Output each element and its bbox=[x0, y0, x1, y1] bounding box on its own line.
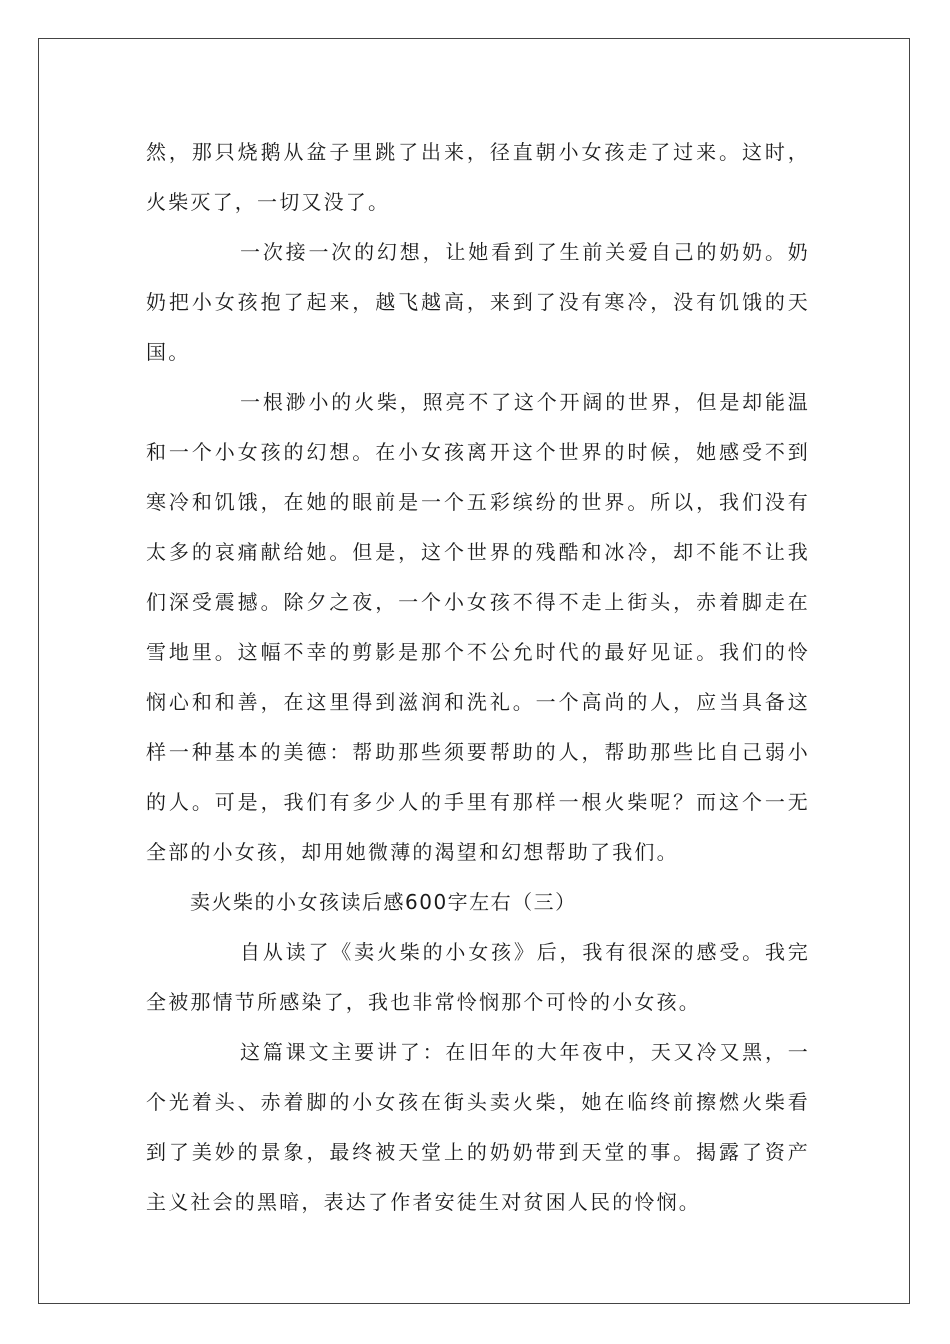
paragraph-2: 一次接一次的幻想，让她看到了生前关爱自己的奶奶。奶奶把小女孩抱了起来，越飞越高，来到了没有寒冷，没有饥饿的天国。 bbox=[146, 240, 810, 364]
paragraph-4: 自从读了《卖火柴的小女孩》后，我有很深的感受。我完全被那情节所感染了，我也非常怜悯那个可怜的小女孩。 bbox=[146, 940, 810, 1014]
paragraph-3: 一根渺小的火柴，照亮不了这个开阔的世界，但是却能温和一个小女孩的幻想。在小女孩离开这个世界的时候，她感受不到寒冷和饥饿，在她的眼前是一个五彩缤纷的世界。所以，我们没有太多的哀痛献给她。但是，这个世界的残酷和冰冷，却不能不让我们深受震撼。除夕之夜，一个小女孩不得不走上街头，赤着脚走在雪地里。这幅不幸的剪影是那个不公允时代的最好见证。我们的怜悯心和和善，在这里得到滋润和洗礼。一个高尚的人，应当具备这样一种基本的美德：帮助那些须要帮助的人，帮助那些比自己弱小的人。可是，我们有多少人的手里有那样一根火柴呢？而这个一无全部的小女孩，却用她微薄的渴望和幻想帮助了我们。 bbox=[146, 390, 810, 864]
paragraph-1: 然，那只烧鹅从盆子里跳了出来，径直朝小女孩走了过来。这时，火柴灭了，一切又没了。 bbox=[146, 140, 810, 214]
document-body bbox=[146, 127, 810, 1227]
paragraph-5: 这篇课文主要讲了：在旧年的大年夜中，天又冷又黑，一个光着头、赤着脚的小女孩在街头卖火柴，她在临终前擦燃火柴看到了美妙的景象，最终被天堂上的奶奶带到天堂的事。揭露了资产主义社会的黑暗，表达了作者安徒生对贫困人民的怜悯。 bbox=[146, 1040, 810, 1214]
section-heading: 卖火柴的小女孩读后感600字左右（三） bbox=[190, 890, 577, 914]
